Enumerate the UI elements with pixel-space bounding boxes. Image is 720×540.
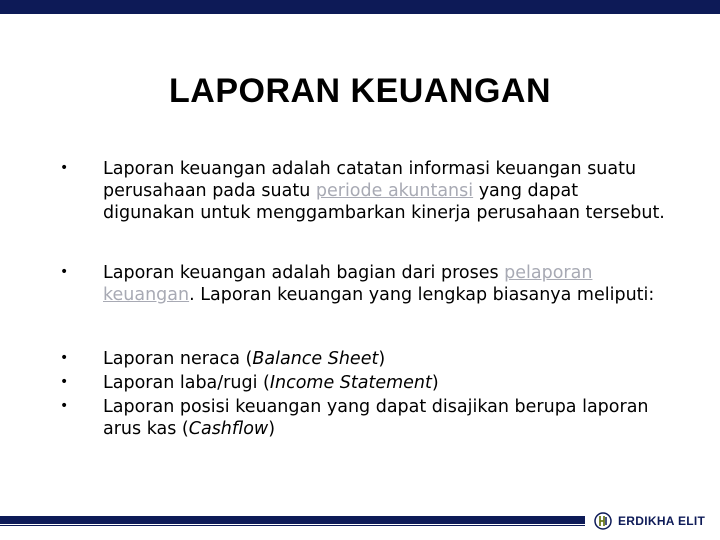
bullet-1: • [60,160,69,176]
list-item-laba-rugi-italic: Income Statement [269,373,432,393]
bullet-2: • [60,264,69,280]
bottom-line [0,525,585,526]
brand-name: ERDIKHA ELIT [618,514,706,528]
bottom-bar [0,516,585,524]
bullet-3: • [60,350,69,366]
list-item-laba-rugi [103,372,673,394]
bullet-5: • [60,398,69,414]
top-bar [0,0,720,14]
paragraph-components [103,262,673,306]
list-item-laba-rugi-text: Laporan laba/rugi ( [103,373,270,393]
list-item-neraca-end: ) [378,349,386,369]
list-item-neraca-italic: Balance Sheet [252,349,379,369]
list-item-neraca [103,348,673,370]
pelaporan-keuangan-link[interactable]: pelaporan keuangan [103,263,593,305]
paragraph-2-text-a: Laporan keuangan adalah bagian dari proses [103,263,505,283]
paragraph-definition [103,158,673,224]
list-item-arus-kas-italic: Cashflow [188,419,269,439]
list-item-arus-kas-end: ) [268,419,276,439]
list-item-laba-rugi-end: ) [431,373,439,393]
footer-logo [594,512,705,530]
periode-akuntansi-link[interactable]: periode akuntansi [315,181,474,201]
list-item-neraca-text: Laporan neraca ( [103,349,253,369]
list-item-arus-kas [103,396,673,440]
brand-emblem-icon [594,512,612,530]
paragraph-2-text-b: . Laporan keuangan yang lengkap biasanya meliputi: [189,285,655,305]
paragraph-1-text-a: Laporan keuangan adalah catatan informasi keuangan suatu perusahaan pada suatu [103,159,637,201]
slide-title: LAPORAN KEUANGAN [169,72,551,110]
paragraph-1-text-b: yang dapat digunakan untuk menggambarkan kinerja perusahaan tersebut. [103,181,665,223]
bullet-4: • [60,374,69,390]
list-item-arus-kas-text: Laporan posisi keuangan yang dapat disajikan berupa laporan arus kas ( [103,397,649,439]
